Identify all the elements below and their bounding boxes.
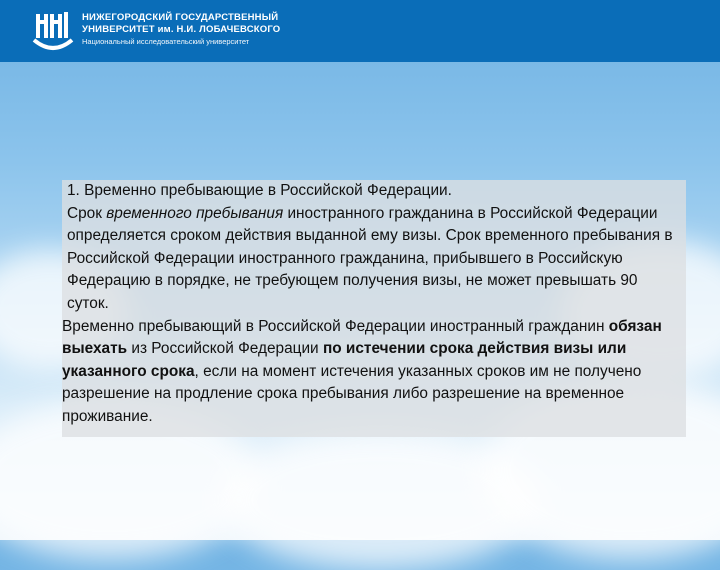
university-name xyxy=(82,12,280,47)
header-bar xyxy=(0,0,720,62)
paragraph-text: Срок xyxy=(67,204,107,222)
university-subtitle: Национальный исследовательский университет xyxy=(82,37,250,46)
section-heading xyxy=(62,180,682,203)
text-block xyxy=(62,180,686,437)
paragraph-text: , если на момент истечения указанных сроков им не получено разрешение на продление срока пребывания либо разрешение на временное проживание. xyxy=(62,362,642,425)
university-name-line2: УНИВЕРСИТЕТ им. Н.И. ЛОБАЧЕВСКОГО xyxy=(82,24,281,35)
paragraph-text: иностранного гражданина в Российской Федерации определяется сроком действия выданной ему визы. Срок временного пребывания в Российской Федерации иностранного гражданина, прибывшего в Российскую Федерацию в порядке, не требующем получения визы, не может превышать 90 суток. xyxy=(67,204,673,312)
paragraph-italic-text: временного пребывания xyxy=(106,204,284,222)
paragraph-text: Временно пребывающий в Российской Федерации иностранный гражданин xyxy=(62,317,609,335)
university-name-line1: НИЖЕГОРОДСКИЙ ГОСУДАРСТВЕННЫЙ xyxy=(82,12,279,23)
paragraph-text: из Российской Федерации xyxy=(127,340,323,358)
university-logo-icon xyxy=(30,8,76,54)
section-heading-text: 1. Временно пребывающие в Российской Федерации. xyxy=(67,182,452,199)
paragraph-obligation-to-leave xyxy=(62,316,682,429)
paragraph-bold-text: по истечении срока действия визы или указанного срока xyxy=(62,340,627,380)
paragraph-temporary-stay-term xyxy=(62,203,682,316)
paragraph-bold-text: обязан выехать xyxy=(62,317,662,358)
